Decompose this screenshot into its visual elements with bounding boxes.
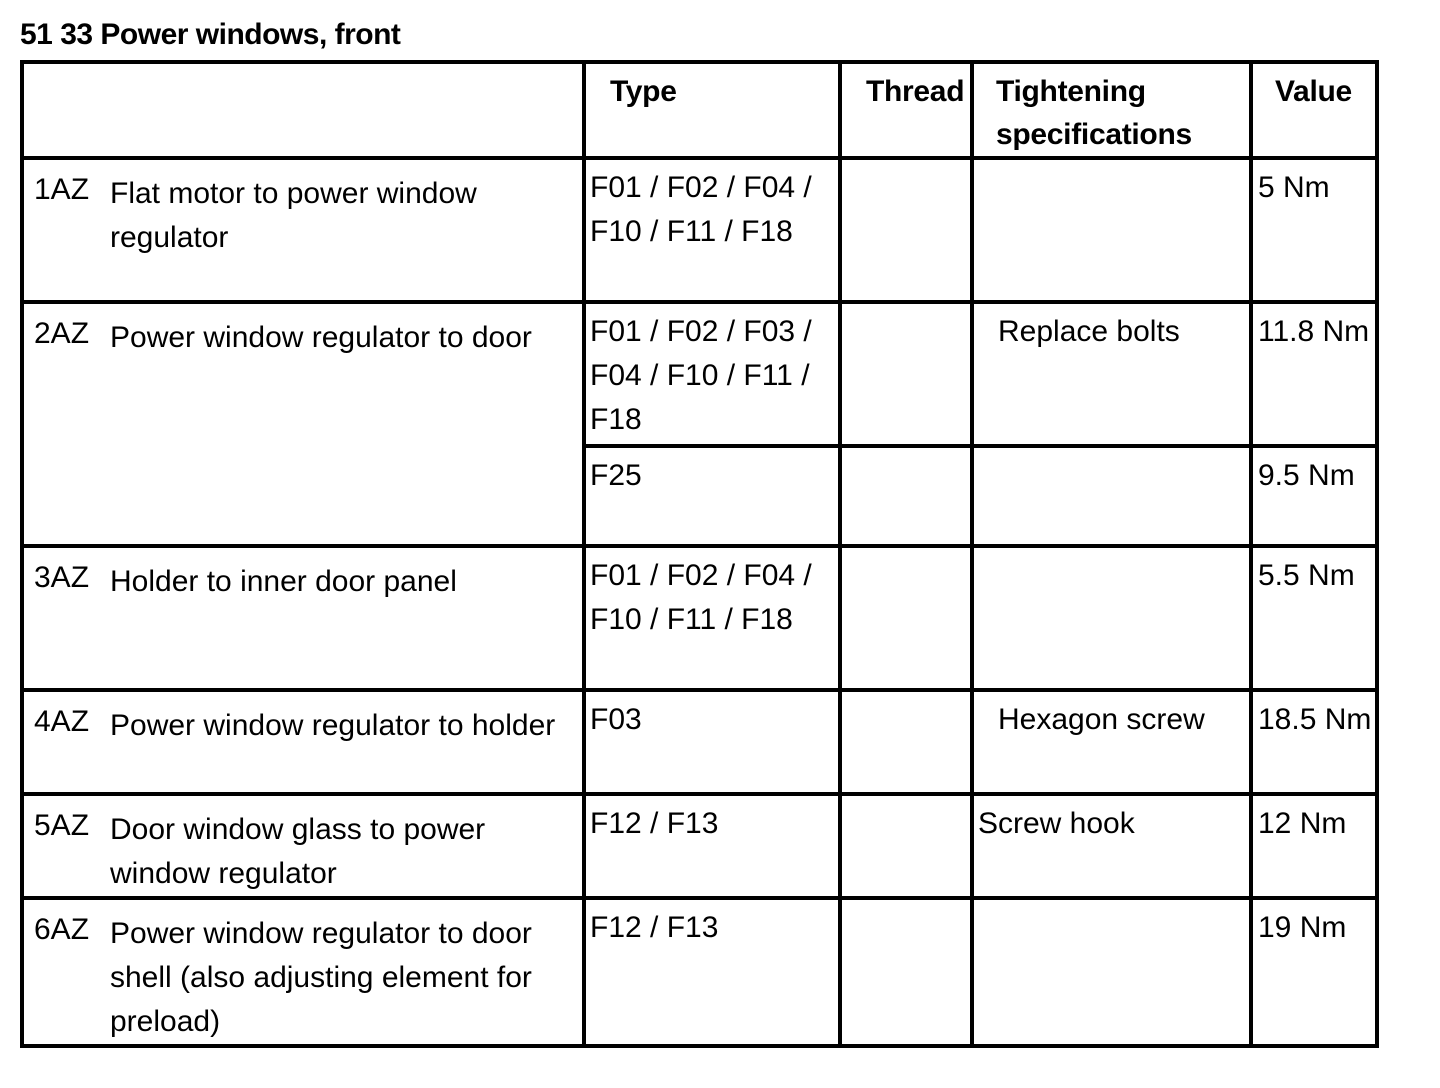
torque-spec-table (20, 60, 1379, 1048)
header-type: Type (584, 62, 840, 158)
row-description: Power window regulator to door (108, 302, 584, 546)
row-tightening (972, 446, 1251, 546)
row-type: F12 / F13 (584, 898, 840, 1046)
row-tightening (972, 546, 1251, 690)
row-id: 5AZ (22, 794, 108, 898)
row-type: F12 / F13 (584, 794, 840, 898)
row-type: F01 / F02 / F03 / F04 / F10 / F11 / F18 (584, 302, 840, 446)
row-description: Flat motor to power window regulator (108, 158, 584, 302)
page-title: 51 33 Power windows, front (20, 18, 401, 51)
row-tightening: Screw hook (972, 794, 1251, 898)
row-id: 4AZ (22, 690, 108, 794)
row-value: 12 Nm (1251, 794, 1377, 898)
header-row (22, 62, 1377, 158)
table-row (22, 898, 1377, 1046)
header-blank-cell (22, 62, 584, 158)
row-description: Door window glass to power window regulator (108, 794, 584, 898)
row-type: F03 (584, 690, 840, 794)
row-thread (840, 158, 972, 302)
row-thread (840, 794, 972, 898)
table-row (22, 690, 1377, 794)
row-description: Holder to inner door panel (108, 546, 584, 690)
row-thread (840, 446, 972, 546)
row-tightening: Replace bolts (972, 302, 1251, 446)
row-description: Power window regulator to holder (108, 690, 584, 794)
table-row (22, 794, 1377, 898)
row-tightening: Hexagon screw (972, 690, 1251, 794)
table-row (22, 158, 1377, 302)
header-tightening-specifications: Tightening specifications (972, 62, 1251, 158)
row-thread (840, 690, 972, 794)
row-value: 5.5 Nm (1251, 546, 1377, 690)
row-id: 1AZ (22, 158, 108, 302)
row-thread (840, 546, 972, 690)
row-tightening (972, 158, 1251, 302)
header-thread: Thread (840, 62, 972, 158)
row-tightening (972, 898, 1251, 1046)
row-thread (840, 898, 972, 1046)
row-value: 9.5 Nm (1251, 446, 1377, 546)
row-value: 18.5 Nm (1251, 690, 1377, 794)
row-value: 11.8 Nm (1251, 302, 1377, 446)
row-id: 2AZ (22, 302, 108, 546)
row-description: Power window regulator to door shell (also adjusting element for preload) (108, 898, 584, 1046)
row-id: 6AZ (22, 898, 108, 1046)
header-value: Value (1251, 62, 1377, 158)
table-row (22, 302, 1377, 446)
table-row (22, 546, 1377, 690)
row-value: 19 Nm (1251, 898, 1377, 1046)
row-value: 5 Nm (1251, 158, 1377, 302)
row-type: F01 / F02 / F04 / F10 / F11 / F18 (584, 158, 840, 302)
row-type: F25 (584, 446, 840, 546)
row-id: 3AZ (22, 546, 108, 690)
row-type: F01 / F02 / F04 / F10 / F11 / F18 (584, 546, 840, 690)
row-thread (840, 302, 972, 446)
